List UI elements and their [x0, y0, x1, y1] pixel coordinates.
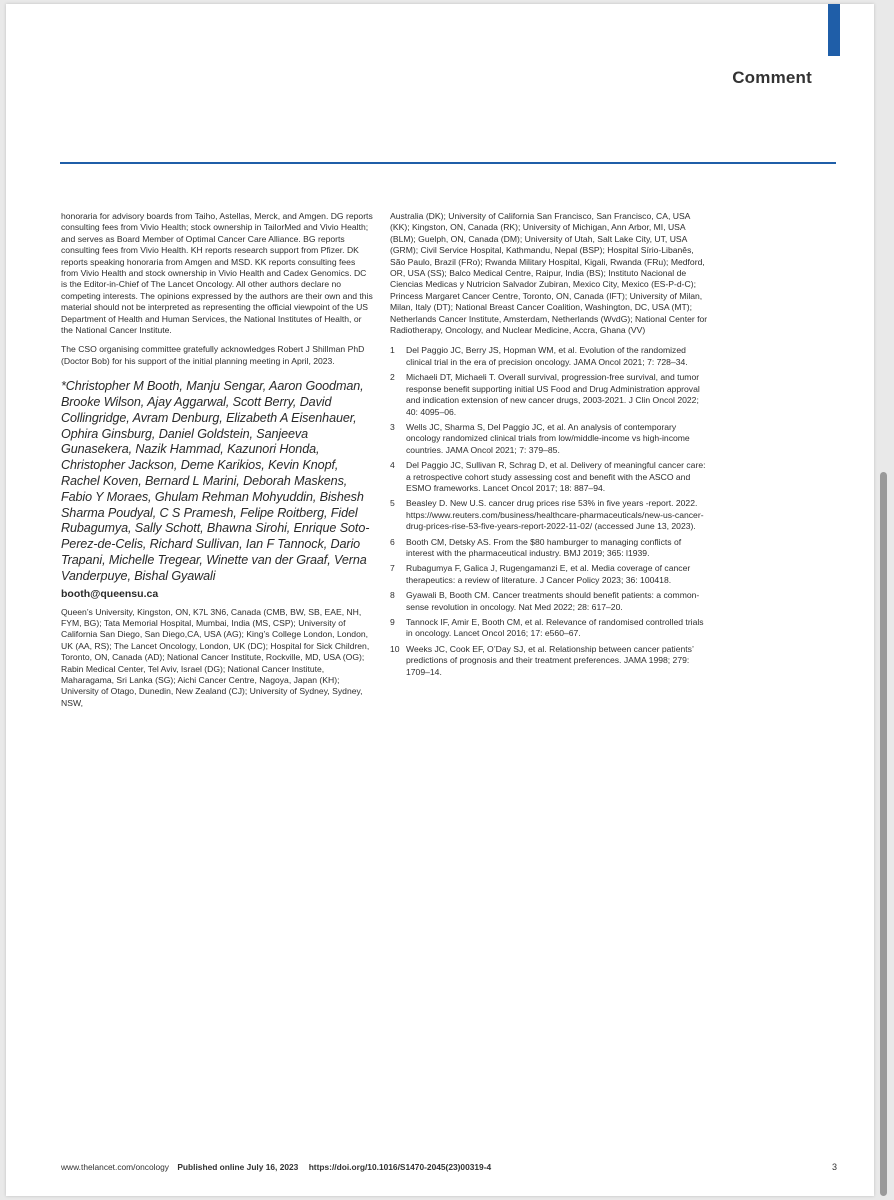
reference-number: 8 [390, 590, 395, 601]
reference-number: 10 [390, 643, 400, 654]
reference-number: 1 [390, 345, 395, 356]
reference-item [390, 644, 710, 678]
reference-list [390, 345, 710, 678]
reference-number: 3 [390, 421, 395, 432]
reference-text: Del Paggio JC, Berry JS, Hopman WM, et al. Evolution of the randomized clinical trial in the era of precision oncology. JAMA Oncol 2021; 7: 728–34. [406, 345, 688, 367]
header-rule [60, 162, 836, 164]
reference-text: Booth CM, Detsky AS. From the $80 hamburger to managing conflicts of interest with the pharmaceutical industry. BMJ 2019; 365: l1939. [406, 536, 682, 558]
reference-item [390, 498, 710, 532]
reference-item [390, 617, 710, 640]
reference-number: 9 [390, 617, 395, 627]
reference-number: 4 [390, 460, 395, 471]
competing-interests-text: honoraria for advisory boards from Taiho, Astellas, Merck, and Amgen. DG reports consulting fees from Vivio Health; stock ownership in TailorMed and Vivio Health; and serves as Board Member of Optimal Cancer Care Alliance. BG reports consulting fees from Vivio Health. KH reports research support from Pfizer. DK reports speaking honoraria from Amgen and MSD. KK reports consulting fees from Vivio Health and stock ownership in Vivio Health and Cadex Genomics. DC is the Editor-in-Chief of The Lancet Oncology. All other authors declare no competing interests. The opinions expressed by the authors are their own and this material should not be interpreted as representing the official viewpoint of the US Department of Health and Human Services, the National Institutes of Health, or the National Cancer Institute. [61, 211, 373, 336]
section-label: Comment [732, 68, 812, 87]
doi-link[interactable]: https://doi.org/10.1016/S1470-2045(23)00319-4 [308, 1162, 492, 1172]
journal-url-link[interactable]: www.thelancet.com/oncology [61, 1162, 169, 1172]
corresponding-email[interactable]: booth@queensu.ca [61, 587, 159, 600]
reference-number: 2 [390, 372, 395, 383]
affiliations-text: Queen’s University, Kingston, ON, K7L 3N6, Canada (CMB, BW, SB, EAE, NH, FYM, BG); Tata Memorial Hospital, Mumbai, India (MS, CSP); University of California San Diego, San Diego,CA, USA (AG); King’s College London, London, UK (AA, RS); The Lancet Oncology, London, UK (DC); Hospital for Sick Children, Toronto, ON, Canada (AD); National Cancer Institute, Rockville, MD, USA (OG); Rabin Medical Center, Tel Aviv, Israel (DG); National Cancer Institute, Maharagama, Sri Lanka (SG); Aichi Cancer Centre, Nagoya, Japan (KH); University of Otago, Dunedin, New Zealand (CJ); University of Sydney, Sydney, NSW, [61, 606, 370, 708]
reference-item [390, 422, 710, 456]
reference-item [390, 372, 710, 418]
author-list: *Christopher M Booth, Manju Sengar, Aaron Goodman, Brooke Wilson, Ajay Aggarwal, Scott Berry, David Collingridge, Avram Denburg, Elizabeth A Eisenhauer, Ophira Ginsburg, Daniel Goldstein, Sanjeeva Gunasekera, Nazik Hammad, Kazunori Honda, Christopher Jackson, Deme Karikios, Kevin Knopf, Rachel Koven, Bernard L Marini, Deborah Maskens, Fabio Y Moraes, Ghulam Rehman Mohyuddin, Bishesh Sharma Poudyal, C S Pramesh, Felipe Roitberg, Fidel Rubagumya, Sally Schott, Bhawna Sirohi, Enrique Soto-Perez-de-Celis, Richard Sullivan, Ian F Tannock, Dario Trapani, Michelle Tregear, Winette van der Graaf, Verna Vanderpuye, Bishal Gyawali [61, 379, 370, 583]
page-footer [61, 1162, 837, 1172]
page-number: 3 [831, 1162, 837, 1172]
acknowledgement-text: The CSO organising committee gratefully acknowledges Robert J Shillman PhD (Doctor Bob) for his support of the initial planning meeting in April, 2023. [61, 344, 365, 366]
reference-text: Weeks JC, Cook EF, O’Day SJ, et al. Relationship between cancer patients’ predictions of prognosis and their treatment preferences. JAMA 1998; 279: 1709–14. [406, 643, 694, 677]
reference-text: Gyawali B, Booth CM. Cancer treatments should benefit patients: a common-sense revolution in oncology. Nat Med 2022; 28: 617–20. [406, 590, 700, 612]
reference-text: Rubagumya F, Galica J, Rugengamanzi E, et al. Media coverage of cancer therapeutics: a review of literature. J Cancer Policy 2023; 36: 100418. [406, 563, 691, 585]
publication-date: Published online July 16, 2023 [177, 1162, 299, 1172]
reference-item [390, 563, 710, 586]
reference-number: 6 [390, 536, 395, 547]
affiliations-continued-text: Australia (DK); University of California San Francisco, San Francisco, CA, USA (KK); Kingston, ON, Canada (RK); University of Michigan, Ann Arbor, MI, USA (BLM); Guelph, ON, Canada (DM); University of Utah, Salt Lake City, UT, USA (GRM); Civil Service Hospital, Kathmandu, Nepal (BSP); Hospital Sírio-Libanês, São Paulo, Brazil (FRo); Rwanda Military Hospital, Kigali, Rwanda (FRu); Medford, OR, USA (SS); Balco Medical Centre, Raipur, India (BS); Instituto Nacional de Ciencias Medicas y Nutricion Salvador Zubiran, Mexico City, Mexico (ES-P-d-C); Princess Margaret Cancer Centre, Toronto, ON, Canada (IFT); University of Milan, Milan, Italy (DT); National Breast Cancer Coalition, Washington, DC, USA (MT); Netherlands Cancer Institute, Amsterdam, Netherlands (WvdG); National Center for Radiotherapy, Oncology, and Nuclear Medicine, Accra, Ghana (VV) [390, 211, 708, 336]
reference-number: 7 [390, 563, 395, 574]
reference-number: 5 [390, 498, 395, 509]
journal-page [6, 4, 874, 1196]
reference-item [390, 537, 710, 560]
reference-text: Wells JC, Sharma S, Del Paggio JC, et al. An analysis of contemporary oncology randomized clinical trials from low/middle-income vs high-income countries. JAMA Oncol 2021; 7: 379–85. [406, 421, 690, 455]
reference-text: Tannock IF, Amir E, Booth CM, et al. Relevance of randomised controlled trials in oncology. Lancet Oncol 2016; 17: e560–67. [406, 617, 704, 639]
reference-item [390, 590, 710, 613]
left-column [61, 211, 373, 709]
reference-text: Michaeli DT, Michaeli T. Overall survival, progression-free survival, and tumor response benefit supporting initial US Food and Drug Administration approval and indication extension of new cancer drugs, 2003-2021. J Clin Oncol 2022; 40: 4095–06. [406, 372, 700, 417]
reference-text[interactable]: Beasley D. New U.S. cancer drug prices rise 53% in five years -report. 2022. https://www.reuters.com/business/healthcare-pharmaceuticals/new-us-cancer-drug-prices-rise-53-five-years-report-2022-11-02/ (accessed June 13, 2023). [406, 498, 704, 532]
section-color-tab [828, 4, 840, 56]
vertical-scrollbar[interactable] [880, 472, 887, 1196]
reference-item [390, 345, 710, 368]
reference-item [390, 460, 710, 494]
reference-text: Del Paggio JC, Sullivan R, Schrag D, et al. Delivery of meaningful cancer care: a retrospective cohort study assessing cost and benefit with the ASCO and ESMO frameworks. Lancet Oncol 2017; 18: 887–94. [406, 460, 706, 493]
right-column [390, 211, 710, 682]
